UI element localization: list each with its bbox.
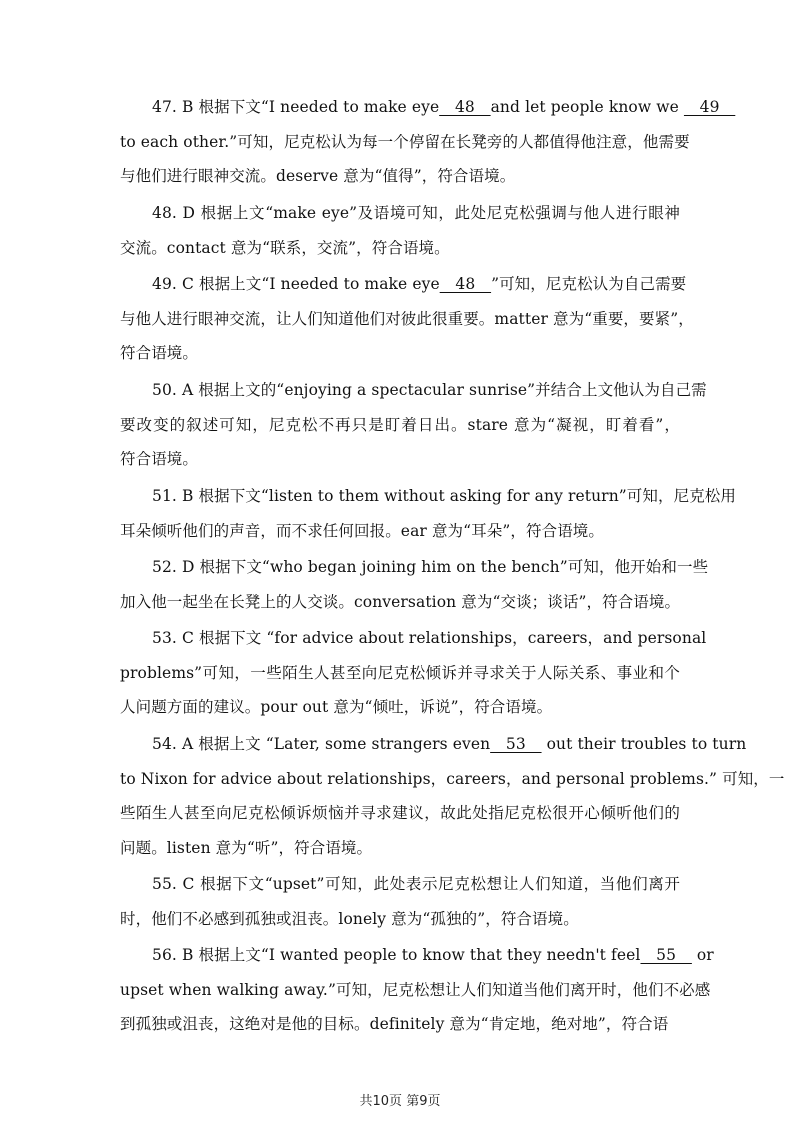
text-segment: 49. C 根据上文“I needed to make eye xyxy=(152,275,440,293)
text-segment: to Nixon for advice about relationships，careers，and personal problems.” 可知，一 xyxy=(120,769,785,788)
blank-number: __48__ xyxy=(439,98,491,116)
text-segment: 50. A 根据上文的“enjoying a spectacular sunrise”并结合上文他认为自己需 xyxy=(152,381,707,399)
text-line xyxy=(120,727,747,762)
blank-number: __55__ xyxy=(640,946,692,964)
text-line xyxy=(120,159,680,194)
blank-number: __49__ xyxy=(683,98,736,116)
text-segment: 52. D 根据下文“who began joining him on the bench”可知，他开始和一些 xyxy=(152,558,709,576)
answer-item xyxy=(120,550,709,619)
text-line xyxy=(120,762,785,797)
text-line xyxy=(120,196,680,231)
page-footer: 共10页 第9页 xyxy=(359,1094,441,1109)
text-line xyxy=(120,902,680,937)
answer-item xyxy=(120,267,694,371)
text-segment: to each other.”可知，尼克松认为每一个停留在长凳旁的人都值得他注意，他需要 xyxy=(120,132,690,151)
text-segment: 时，他们不必感到孤独或沮丧。lonely 意为“孤独的”，符合语境。 xyxy=(120,909,579,928)
text-segment: and let people know we xyxy=(490,98,684,116)
blank-number: __53__ xyxy=(490,735,542,753)
answer-item xyxy=(120,727,785,865)
text-segment: 要改变的叙述可知，尼克松不再只是盯着日出。stare 意为“凝视，盯着看”， xyxy=(120,415,680,434)
text-segment: 47. B 根据下文“I needed to make eye xyxy=(152,98,440,116)
text-segment: out their troubles to turn xyxy=(541,735,747,753)
text-segment: 加入他一起坐在长凳上的人交谈。conversation 意为“交谈；谈话”，符合语境。 xyxy=(120,592,681,611)
text-segment: 51. B 根据下文“listen to them without asking for any return”可知，尼克松用 xyxy=(152,487,737,505)
text-line xyxy=(120,373,707,408)
text-segment: or xyxy=(691,946,714,964)
text-line xyxy=(120,90,736,125)
text-line xyxy=(120,796,680,831)
text-line xyxy=(120,442,680,477)
text-line xyxy=(120,938,714,973)
text-segment: 53. C 根据下文 “for advice about relationships，careers，and personal xyxy=(152,629,707,647)
text-segment: upset when walking away.”可知，尼克松想让人们知道当他们离开时，他们不必感 xyxy=(120,980,711,999)
text-segment: 问题。listen 意为“听”，符合语境。 xyxy=(120,838,373,857)
text-segment: 人问题方面的建议。pour out 意为“倾吐，诉说”，符合语境。 xyxy=(120,698,553,717)
text-line xyxy=(120,514,680,549)
text-line xyxy=(120,231,680,266)
text-segment: 与他们进行眼神交流。deserve 意为“值得”，符合语境。 xyxy=(120,167,516,186)
text-segment: 符合语境。 xyxy=(120,344,199,363)
text-line xyxy=(120,336,680,371)
text-segment: 55. C 根据下文“upset”可知，此处表示尼克松想让人们知道，当他们离开 xyxy=(152,875,680,893)
text-line xyxy=(120,656,680,691)
text-line xyxy=(120,302,694,337)
answer-item xyxy=(120,479,737,548)
text-line xyxy=(120,690,680,725)
text-segment: 符合语境。 xyxy=(120,450,199,469)
text-segment: ”可知，尼克松认为自己需要 xyxy=(491,275,687,293)
text-segment: 56. B 根据上文“I wanted people to know that they needn't feel xyxy=(152,946,641,964)
answer-item xyxy=(120,621,707,725)
text-line xyxy=(120,479,737,514)
text-line xyxy=(120,550,709,585)
text-segment: 些陌生人甚至向尼克松倾诉烦恼并寻求建议，故此处指尼克松很开心倾听他们的 xyxy=(120,804,680,823)
text-line xyxy=(120,867,680,902)
answer-item xyxy=(120,938,714,1042)
text-segment: 到孤独或沮丧，这绝对是他的目标。definitely 意为“肯定地，绝对地”，符合语 xyxy=(120,1015,669,1034)
text-line xyxy=(120,621,707,656)
text-line xyxy=(120,125,690,160)
text-segment: problems”可知，一些陌生人甚至向尼克松倾诉并寻求关于人际关系、事业和个 xyxy=(120,663,680,682)
text-segment: 交流。contact 意为“联系，交流”，符合语境。 xyxy=(120,238,450,257)
text-line xyxy=(120,831,680,866)
text-segment: 与他人进行眼神交流，让人们知道他们对彼此很重要。matter 意为“重要，要紧”， xyxy=(120,309,694,328)
text-line xyxy=(120,1007,680,1042)
text-line xyxy=(120,267,687,302)
answer-item xyxy=(120,373,707,477)
text-segment: 48. D 根据上文“make eye”及语境可知，此处尼克松强调与他人进行眼神 xyxy=(152,204,680,222)
answer-item xyxy=(120,90,736,194)
text-line xyxy=(120,973,711,1008)
text-segment: 54. A 根据上文 “Later, some strangers even xyxy=(152,735,491,753)
text-segment: 耳朵倾听他们的声音，而不求任何回报。ear 意为“耳朵”，符合语境。 xyxy=(120,521,605,540)
blank-number: __48__ xyxy=(439,275,492,293)
answer-item xyxy=(120,196,680,265)
answer-item xyxy=(120,867,680,936)
text-line xyxy=(120,408,680,443)
text-line xyxy=(120,585,680,620)
